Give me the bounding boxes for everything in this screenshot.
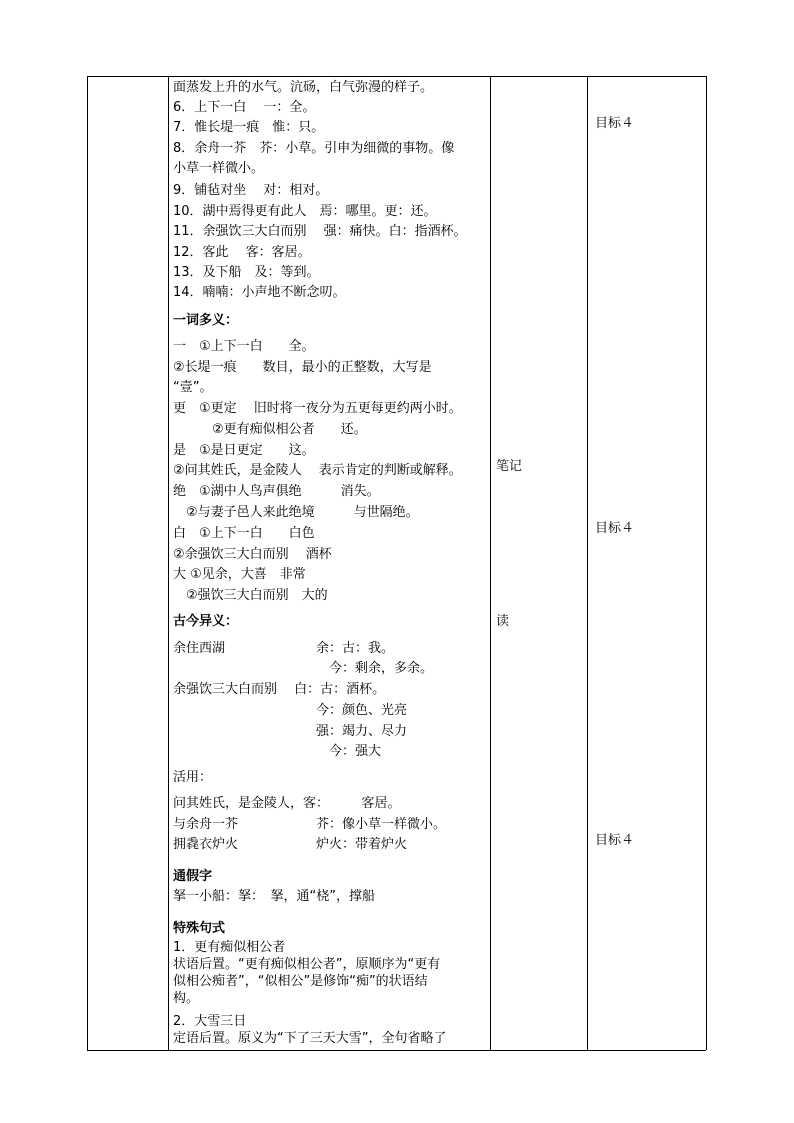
content-line: 问其姓氏，是金陵人，客： 客居。 — [173, 796, 401, 811]
content-line: 定语后置。原义为“下了三天大雪”，全句省略了 — [173, 1031, 447, 1046]
goal-label: 目标４ — [595, 116, 635, 131]
content-line: 面蒸发上升的水气。沆砀，白气弥漫的样子。 — [173, 80, 434, 95]
content-line: 今：颜色、光亮 — [173, 703, 408, 718]
content-line: 13．及下船 及：等到。 — [173, 265, 320, 280]
content-line: 是 ①是日更定 这。 — [173, 443, 315, 458]
content-line: 8．余舟一芥 芥：小草。引申为细微的事物。像 — [173, 141, 455, 156]
section-heading-special-sentences: 特殊句式 — [173, 921, 226, 936]
table-column-divider-1 — [168, 76, 169, 1050]
content-line: ②问其姓氏，是金陵人 表示肯定的判断或解释。 — [173, 463, 462, 478]
content-line: 更 ①更定 旧时将一夜分为五更每更约两小时。 — [173, 401, 462, 416]
table-left-border — [87, 76, 88, 1050]
method-label-notes: 笔记 — [496, 459, 523, 474]
content-line: 绝 ①湖中人鸟声俱绝 消失。 — [173, 484, 380, 499]
content-line: 7．惟长堤一痕 惟：只。 — [173, 120, 325, 135]
content-line: 构。 — [173, 991, 200, 1006]
section-heading-ancient-modern: 古今异义： — [173, 614, 239, 629]
content-line: 拏一小船：拏： 拏，通“桡”，撑船 — [173, 889, 375, 904]
content-line: 10．湖中焉得更有此人 焉：哪里。更：还。 — [173, 204, 437, 219]
content-line: ②强饮三大白而别 大的 — [173, 588, 328, 603]
content-line: 强：竭力、尽力 — [173, 724, 408, 739]
content-line: 14．喃喃：小声地不断念叨。 — [173, 285, 346, 300]
content-line: 一 ①上下一白 全。 — [173, 339, 315, 354]
content-line: 拥毳衣炉火 炉火：带着炉火 — [173, 837, 408, 852]
content-line: ②余强饮三大白而别 酒杯 — [173, 547, 332, 562]
section-heading-polysemy: 一词多义： — [173, 313, 239, 328]
content-line: 余强饮三大白而别 白：古：酒杯。 — [173, 682, 386, 697]
content-line: 1．更有痴似相公者 — [173, 940, 286, 955]
content-line: ②长堤一痕 数目，最小的正整数，大写是 — [173, 360, 432, 375]
content-line: 大 ①见余，大喜 非常 — [173, 567, 306, 582]
content-line: 2．大雪三日 — [173, 1014, 247, 1029]
table-column-divider-2 — [490, 76, 491, 1050]
content-line: 小草一样微小。 — [173, 161, 265, 176]
content-line: ②与妻子邑人来此绝境 与世隔绝。 — [173, 505, 419, 520]
table-right-border — [706, 76, 707, 1050]
lesson-content-cell — [173, 77, 489, 1050]
content-line: 12．客此 客：客居。 — [173, 245, 311, 260]
content-line: 与余舟一芥 芥：像小草一样微小。 — [173, 817, 447, 832]
content-line: 今：剩余，多余。 — [173, 661, 434, 676]
method-label-read: 读 — [496, 614, 510, 629]
content-line: ②更有痴似相公者 还。 — [173, 422, 367, 437]
content-line: 白 ①上下一白 白色 — [173, 526, 315, 541]
content-line: 似相公痴者”，“似相公”是修饰“痴”的状语结 — [173, 974, 428, 989]
section-heading-usage: 活用： — [173, 770, 213, 785]
content-line: 6．上下一白 一：全。 — [173, 100, 316, 115]
goal-label: 目标４ — [595, 833, 635, 848]
goal-label: 目标４ — [595, 521, 635, 536]
content-line: 状语后置。“更有痴似相公者”，原顺序为“更有 — [173, 957, 441, 972]
section-heading-loan-characters: 通假字 — [173, 869, 213, 884]
content-line: 余住西湖 余：古：我。 — [173, 641, 395, 656]
content-line: 今：强大 — [173, 744, 382, 759]
content-line: 11．余强饮三大白而别 强：痛快。白：指酒杯。 — [173, 224, 467, 239]
table-bottom-border — [87, 1050, 706, 1051]
content-line: 9．铺毡对坐 对：相对。 — [173, 183, 329, 198]
content-line: “壹”。 — [173, 380, 213, 395]
table-column-divider-3 — [587, 76, 588, 1050]
